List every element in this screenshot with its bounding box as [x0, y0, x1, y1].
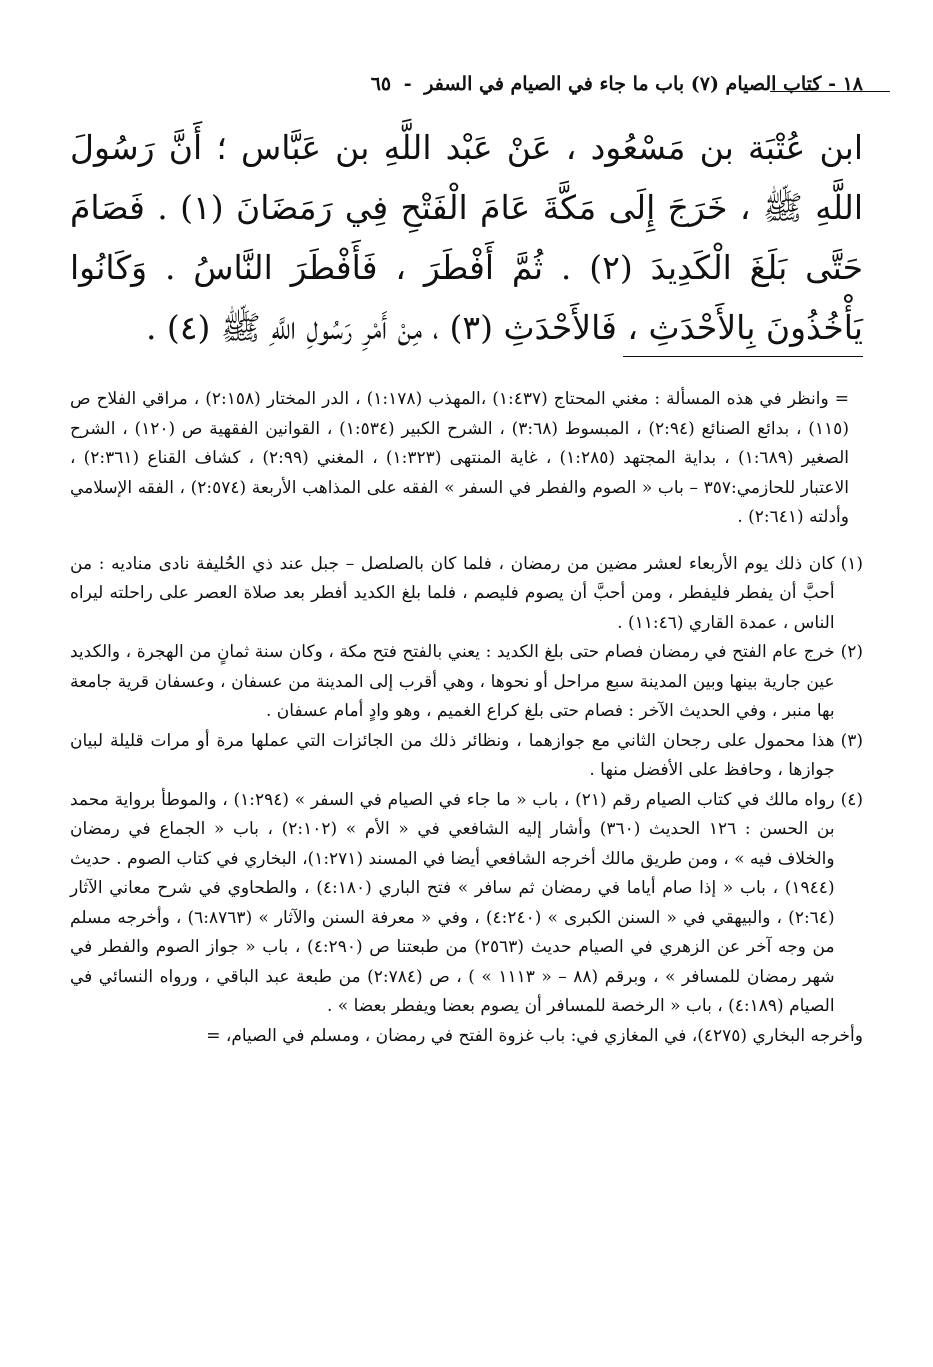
- footnote-number: (٤): [840, 789, 863, 810]
- header-separator: -: [403, 73, 412, 95]
- main-text: [70, 118, 863, 358]
- footnote-number: (١): [840, 553, 863, 574]
- footnote-number: (٢): [840, 642, 863, 662]
- header-rule: [770, 91, 890, 92]
- footnote-separator: [623, 356, 863, 357]
- footnote-text: هذا محمول على رجحان الثاني مع جوازهما ، ونظائر ذلك من الجائزات التي عملها مرة أو مرات قليلة لبيان جوازها ، وحافظ على الأفضل منها .: [70, 730, 835, 780]
- footnote-3: [70, 727, 863, 786]
- footnote-1: [70, 550, 863, 639]
- page-number: ٦٥: [370, 73, 392, 95]
- footnote-text: خرج عام الفتح في رمضان فصام حتى بلغ الكديد : يعني بالفتح فتح مكة ، وكان سنة ثمانٍ من الهجرة ، والكديد عين جارية بينها وبين المدينة سبع مراحل أو نحوها ، وهي أقرب إلى المدينة من عسفان ، وعسفان قرية جامعة بها منبر ، وفي الحديث الآخر : فصام حتى بلغ كراع الغميم ، وهو وادٍ أمام عسفان .: [70, 642, 835, 721]
- footnote-text: كان ذلك يوم الأربعاء لعشر مضين من رمضان ، فلما كان بالصلصل – جبل عند ذي الحُليفة نادى مناديه : من أحبَّ أن يفطر فليفطر ، ومن أحبَّ أن يصوم فليصم ، فلما بلغ الكديد أفطر بعد صلاة العصر على راحلته ليراه الناس ، عمدة القاري (١١:٤٦) .: [70, 553, 835, 633]
- footnote-2: [70, 638, 863, 727]
- hadith-text: ابن عُتْبَة بن مَسْعُود ، عَنْ عَبْد اللَّهِ بن عَبَّاس ؛ أَنَّ رَسُولَ اللَّهِ ﷺ ، خَرَجَ إِلَى مَكَّةَ عَامَ الْفَتْحِ فِي رَمَضَانَ (١) . فَصَامَ حَتَّى بَلَغَ الْكَدِيدَ (٢) . ثُمَّ أَفْطَرَ ، فَأَفْطَرَ النَّاسُ . وَكَانُوا يَأْخُذُونَ بِالأَحْدَثِ ، فَالأَحْدَثِ (٣) ، مِنْ أَمْرِ رَسُولِ اللَّهِ ﷺ (٤) .: [70, 128, 864, 347]
- chapter-title: ١٨ - كتاب الصيام (٧) باب ما جاء في الصيام في السفر: [424, 73, 863, 95]
- footnotes: [70, 368, 863, 1051]
- footnote-number: (٣): [840, 730, 863, 751]
- running-header: [70, 68, 863, 96]
- page: [70, 0, 863, 1367]
- footnote-4: [70, 786, 863, 1022]
- footnote-continuation: = وانظر في هذه المسألة : مغني المحتاج (١:٤٣٧) ،المهذب (١:١٧٨) ، الدر المختار (٢:١٥٨) ، مراقي الفلاح ص (١١٥) ، بدائع الصنائع (٢:٩٤) ، المبسوط (٣:٦٨) ، الشرح الكبير (١:٥٣٤) ، القوانين الفقهية ص (١٢٠) ، الشرح الصغير (١:٦٨٩) ، بداية المجتهد (١:٢٨٥) ، غاية المنتهى (١:٣٢٣) ، المغني (٢:٩٩) ، كشاف القناع (٢:٣٦١) ، الاعتبار للحازمي:٣٥٧ – باب « الصوم والفطر في السفر » الفقه على المذاهب الأربعة (٢:٥٧٤) ، الفقه الإسلامي وأدلته (٢:٦٤١) .: [70, 389, 849, 527]
- footnote-tail: وأخرجه البخاري (٤٢٧٥)، في المغازي في: باب غزوة الفتح في رمضان ، ومسلم في الصيام، =: [206, 1025, 863, 1046]
- footnote-text: رواه مالك في كتاب الصيام رقم (٢١) ، باب « ما جاء في الصيام في السفر » (١:٢٩٤) ، والموطأ برواية محمد بن الحسن : ١٢٦ الحديث (٣٦٠) وأشار إليه الشافعي في « الأم » (٢:١٠٢) ، باب « الجماع في رمضان والخلاف فيه » ، ومن طريق مالك أخرجه الشافعي أيضا في المسند (١:٢٧١)، البخاري في كتاب الصوم . حديث (١٩٤٤) ، باب « إذا صام أياما في رمضان ثم سافر » فتح الباري (٤:١٨٠) ، والطحاوي في شرح معاني الآثار (٢:٦٤) ، والبيهقي في « السنن الكبرى » (٤:٢٤٠) ، وفي « معرفة السنن والآثار » (٦:٨٧٦٣) ، وأخرجه مسلم من وجه آخر عن الزهري في الصيام حديث (٢٥٦٣) من طبعتنا ص (٤:٢٩٠) ، باب « جواز الصوم والفطر في شهر رمضان للمسافر » ، وبرقم (٨٨ – « ١١١٣ » ) ، ص (٢:٧٨٤) من طبعة عبد الباقي ، ورواه النسائي في الصيام (٤:١٨٩) ، باب « الرخصة للمسافر أن يصوم بعضا ويفطر بعضا » .: [70, 789, 835, 1016]
- running-title: [371, 72, 863, 96]
